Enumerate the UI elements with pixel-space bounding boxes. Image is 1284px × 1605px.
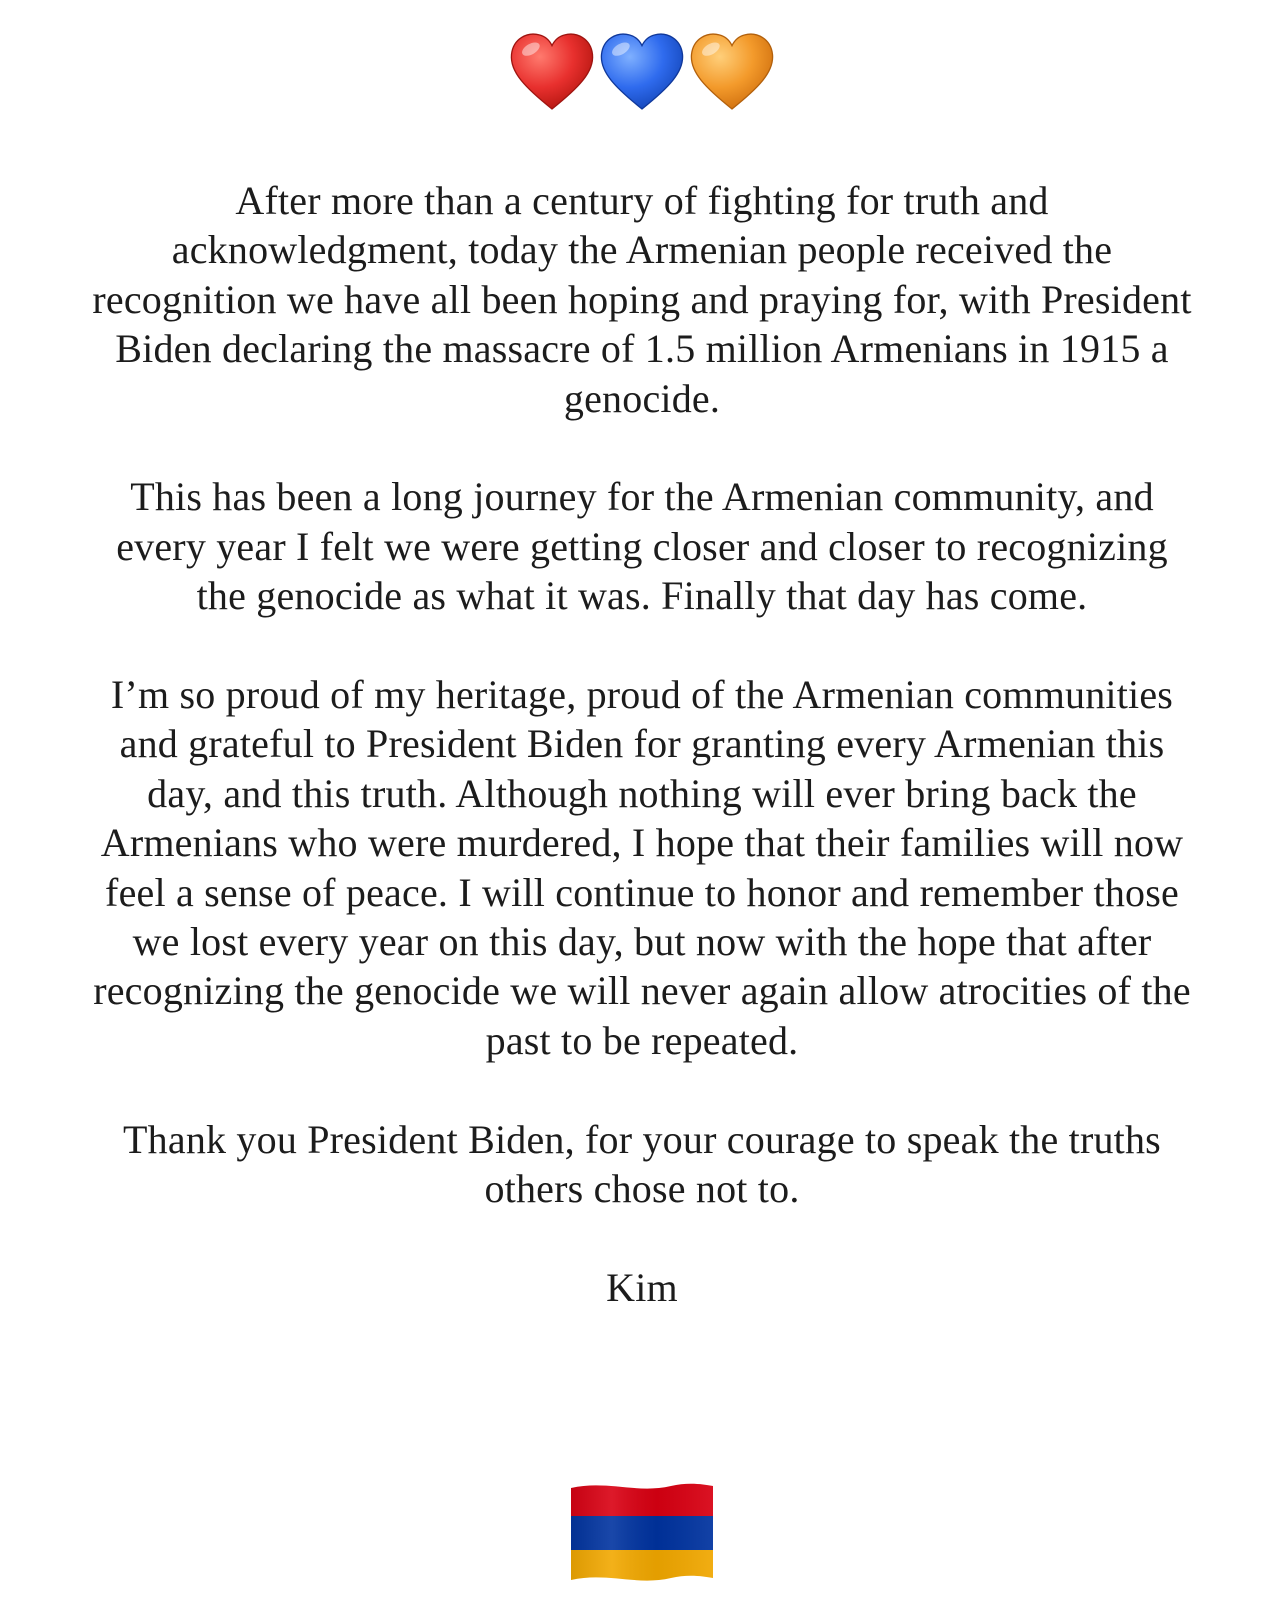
signature: Kim xyxy=(606,1264,678,1310)
red-heart-icon xyxy=(508,28,596,116)
orange-heart-icon xyxy=(688,28,776,116)
flag-container xyxy=(0,1478,1284,1590)
armenian-flag-icon xyxy=(567,1478,717,1590)
hearts-row xyxy=(0,28,1284,120)
letter-body xyxy=(90,176,1194,1362)
paragraph-recognition: After more than a century of fighting for truth and acknowledgment, today the Armenian people received the recognition we have all been hoping and praying for, with President Biden declaring the massacre of 1.5 million Armenians in 1915 a genocide. xyxy=(92,178,1192,421)
blue-heart-icon xyxy=(598,28,686,116)
paragraph-heritage: I’m so proud of my heritage, proud of the Armenian communities and grateful to President Biden for granting every Armenian this day, and this truth. Although nothing will ever bring back the Armenians who were murdered, I hope that their families will now feel a sense of peace. I will continue to honor and remember those we lost every year on this day, but now with the hope that after recognizing the genocide we will never again allow atrocities of the past to be repeated. xyxy=(93,672,1191,1063)
paragraph-long-journey: This has been a long journey for the Armenian community, and every year I felt we were getting closer and closer to recognizing the genocide as what it was. Finally that day has come. xyxy=(116,474,1168,619)
paragraph-thank-you: Thank you President Biden, for your courage to speak the truths others chose not to. xyxy=(123,1116,1161,1212)
